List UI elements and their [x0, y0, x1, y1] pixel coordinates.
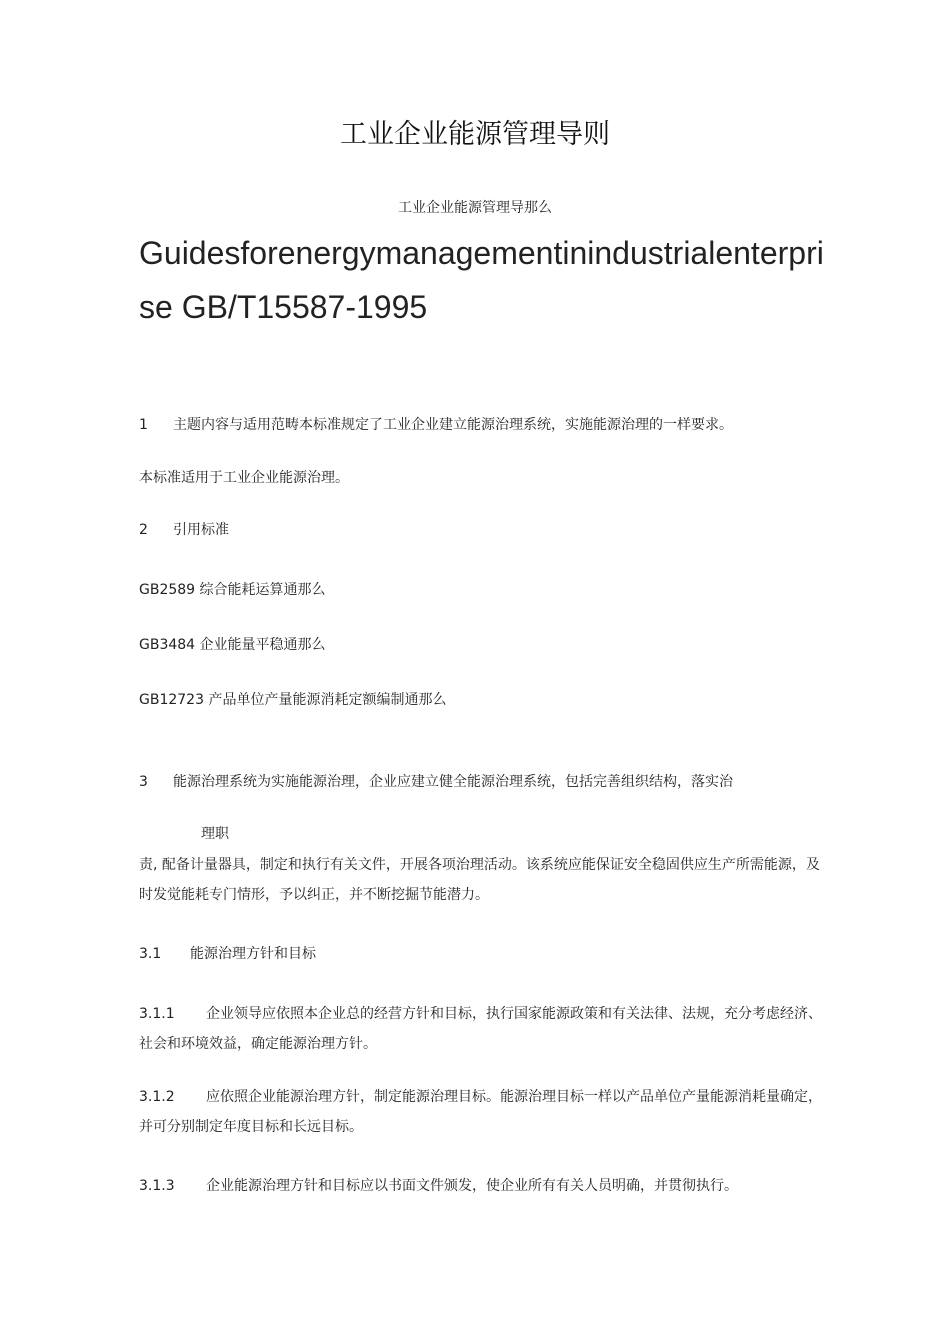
section-text: 主题内容与适用范畴本标准规定了工业企业建立能源治理系统，实施能源治理的一样要求。 [173, 417, 733, 433]
section-2 [139, 519, 229, 539]
section-text: 应依照企业能源治理方针，制定能源治理目标。能源治理目标一样以产品单位产量能源消耗量确定，并可分别制定年度目标和长远目标。 [139, 1089, 822, 1135]
section-number: 3.1.2 [139, 1089, 175, 1105]
section-heading: 能源治理方针和目标 [190, 946, 316, 962]
reference-item: GB2589 综合能耗运算通那么 [139, 582, 326, 598]
section-number: 3.1.3 [139, 1178, 175, 1194]
section-3-1 [139, 943, 316, 963]
english-title: Guidesforenergymanagementinindustrialenterprise GB/T15587-1995 [139, 235, 824, 325]
document-subtitle: 工业企业能源管理导那么 [398, 200, 552, 216]
section-3-paragraph: 责, 配备计量器具，制定和执行有关文件，开展各项治理活动。该系统应能保证安全稳固供应生产所需能源，及时发觉能耗专门情形，予以纠正，并不断挖掘节能潜力。 [139, 857, 820, 903]
section-number: 3.1.1 [139, 1006, 175, 1022]
section-1 [139, 414, 733, 434]
section-3 [139, 771, 733, 791]
section-text: 能源治理系统为实施能源治理，企业应建立健全能源治理系统，包括完善组织结构，落实治 [173, 774, 733, 790]
scope-text: 本标准适用于工业企业能源治理。 [139, 470, 349, 486]
section-number: 3 [139, 774, 148, 790]
section-text: 企业能源治理方针和目标应以书面文件颁发，使企业所有有关人员明确，并贯彻执行。 [206, 1178, 738, 1194]
section-text-wrap: 理职 [201, 826, 229, 842]
section-number: 1 [139, 417, 148, 433]
section-3-1-3 [139, 1171, 829, 1201]
document-title: 工业企业能源管理导则 [340, 119, 610, 150]
section-text: 企业领导应依照本企业总的经营方针和目标，执行国家能源政策和有关法律、法规，充分考虑经济、社会和环境效益，确定能源治理方针。 [139, 1006, 822, 1052]
section-3-1-2 [139, 1082, 829, 1142]
section-number: 3.1 [139, 946, 162, 962]
section-3-1-1 [139, 999, 829, 1059]
reference-item: GB3484 企业能量平稳通那么 [139, 637, 326, 653]
section-number: 2 [139, 522, 148, 538]
reference-item: GB12723 产品单位产量能源消耗定额编制通那么 [139, 692, 447, 708]
section-heading: 引用标准 [173, 522, 229, 538]
